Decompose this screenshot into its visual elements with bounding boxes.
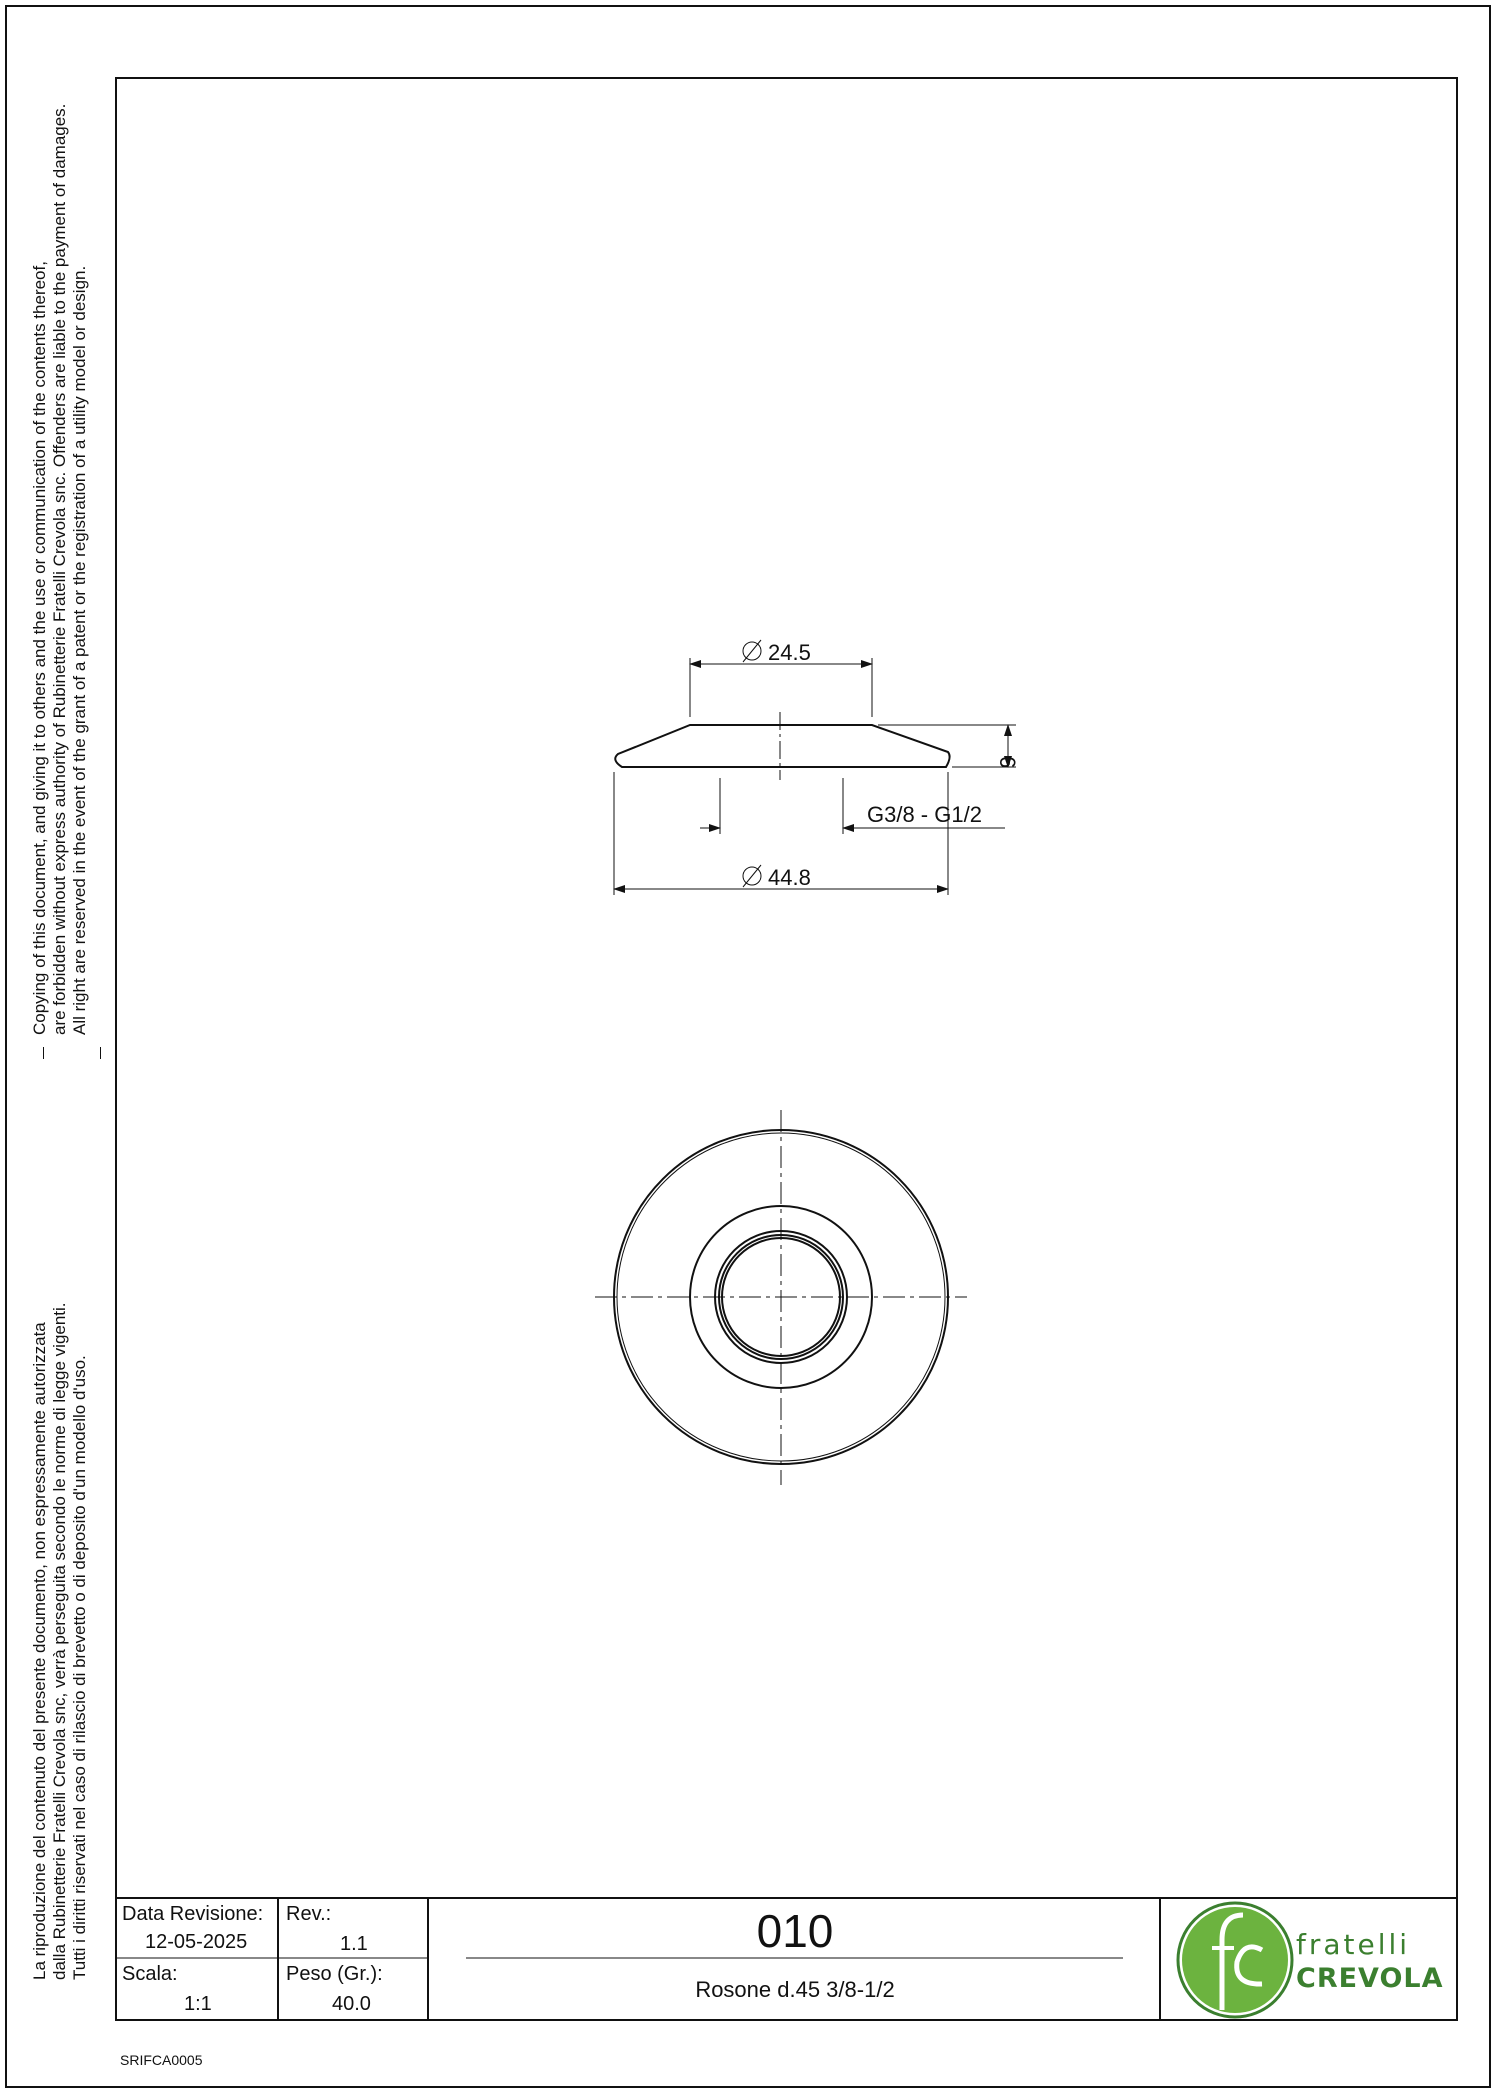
weight-label: Peso (Gr.): [286, 1963, 383, 1985]
part-description: Rosone d.45 3/8-1/2 [695, 1977, 895, 2002]
dim-thread-text: G3/8 - G1/2 [867, 802, 982, 827]
scale-label: Scala: [122, 1963, 178, 1985]
disclaimer-it-line-1: La riproduzione del contenuto del presente documento, non espressamente autorizzata [30, 1322, 49, 1980]
rev-label: Rev.: [286, 1903, 332, 1925]
dim-height-text: 6 [995, 756, 1020, 769]
dim-top-diameter-text: 24.5 [768, 640, 811, 665]
document-code: SRIFCA0005 [120, 2052, 203, 2068]
disclaimer-en-line-1: Copying of this document, and giving it to others and the use or communication of the contents thereof, [30, 261, 49, 1035]
scale-value: 1:1 [184, 1993, 212, 2015]
revision-date-label: Data Revisione: [122, 1903, 264, 1925]
disclaimer-it-line-3: Tutti i diritti riservati nel caso di rilascio di brevetto o di deposito d'un modello d'uso. [70, 1355, 89, 1980]
rev-value: 1.1 [340, 1933, 368, 1955]
logo-text-line2: CREVOLA [1296, 1963, 1444, 1994]
disclaimer-it-line-2: dalla Rubinetterie Fratelli Crevola snc, verrà perseguita secondo le norme di legge vigenti. [50, 1302, 69, 1980]
side-view-profile [615, 725, 949, 767]
disclaimer-en-line-2: are forbidden without express authority of Rubinetterie Fratelli Crevola snc. Offenders are liable to the payment of damages. [50, 103, 69, 1035]
disclaimer-en-line-3: All right are reserved in the event of the grant of a patent or the registration of a utility model or design. [70, 265, 89, 1035]
logo-text-line1: fratelli [1296, 1928, 1411, 1961]
part-number: 010 [756, 1905, 834, 1957]
side-view [615, 712, 949, 780]
weight-value: 40.0 [332, 1993, 371, 2015]
revision-date-value: 12-05-2025 [145, 1931, 248, 1953]
dim-bottom-diameter-text: 44.8 [768, 865, 811, 890]
top-view [595, 1110, 967, 1485]
